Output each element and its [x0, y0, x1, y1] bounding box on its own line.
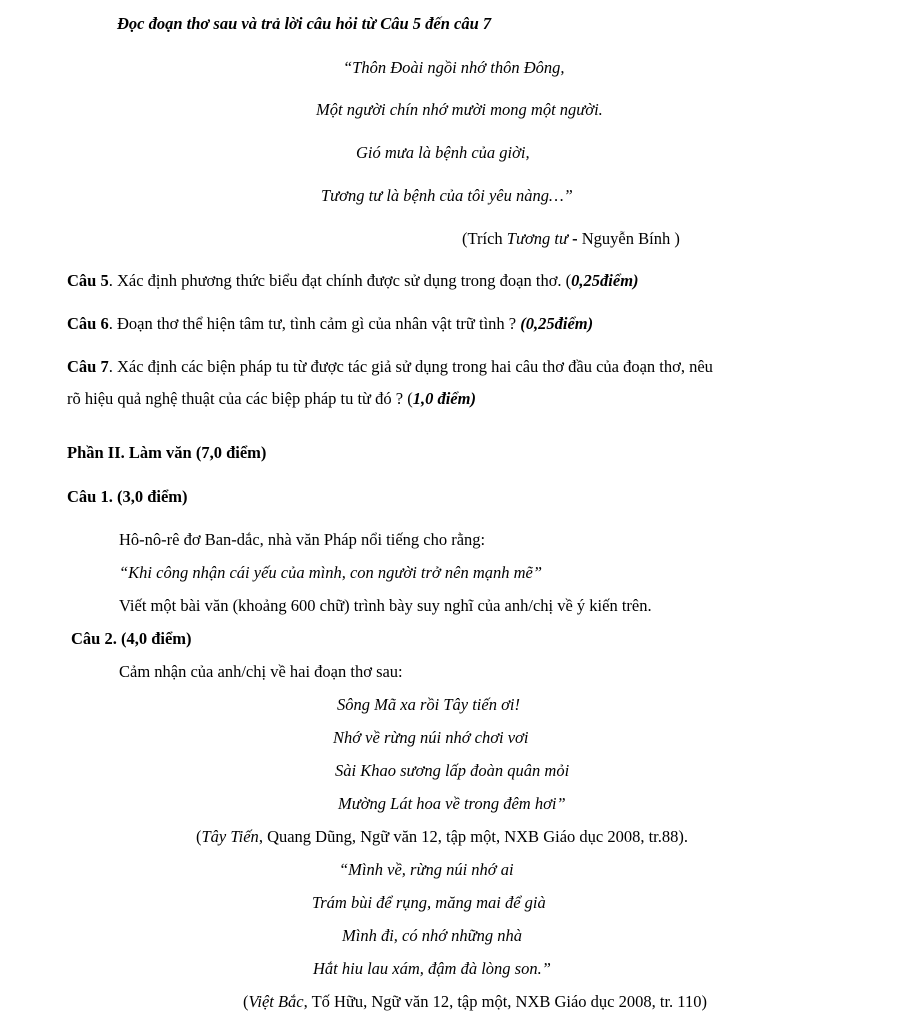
poem1-line-1: “Thôn Đoài ngồi nhớ thôn Đông, — [343, 58, 565, 77]
essay-1-quote: “Khi công nhận cái yếu của mình, con người trở nên mạnh mẽ” — [119, 563, 543, 582]
poem-b-line-1: “Mình về, rừng núi nhớ ai — [339, 860, 514, 879]
poem1-citation: (Trích Tương tư - Nguyễn Bính ) — [462, 229, 680, 248]
poem-b-line-2: Trám bùi để rụng, măng mai để già — [312, 893, 546, 912]
poem-a-line-2: Nhớ về rừng núi nhớ chơi vơi — [333, 728, 529, 747]
essay-1-line-3: Viết một bài văn (khoảng 600 chữ) trình bày suy nghĩ của anh/chị về ý kiến trên. — [119, 596, 652, 615]
poem-a-line-1: Sông Mã xa rồi Tây tiến ơi! — [337, 695, 520, 714]
question-7-line-2: rõ hiệu quả nghệ thuật của các biệp pháp tu từ đó ? (1,0 điểm) — [67, 389, 476, 408]
essay-1-title: Câu 1. (3,0 điểm) — [67, 487, 188, 506]
poem-a-citation: (Tây Tiến, Quang Dũng, Ngữ văn 12, tập một, NXB Giáo dục 2008, tr.88). — [196, 827, 688, 846]
poem-b-citation: (Việt Bắc, Tố Hữu, Ngữ văn 12, tập một, NXB Giáo dục 2008, tr. 110) — [243, 992, 707, 1011]
poem-a-line-3: Sài Khao sương lấp đoàn quân mỏi — [335, 761, 570, 780]
poem1-line-4: Tương tư là bệnh của tôi yêu nàng…” — [321, 186, 573, 205]
poem-b-line-4: Hắt hiu lau xám, đậm đà lòng son.” — [313, 959, 551, 978]
question-7-line-1: Câu 7. Xác định các biện pháp tu từ được tác giả sử dụng trong hai câu thơ đầu của đoạn thơ, nêu — [67, 357, 713, 376]
poem1-line-2: Một người chín nhớ mười mong một người. — [316, 100, 603, 119]
essay-2-title: Câu 2. (4,0 điểm) — [71, 629, 192, 648]
reading-instruction: Đọc đoạn thơ sau và trả lời câu hỏi từ Câu 5 đến câu 7 — [117, 14, 492, 33]
poem-b-work-title: Việt Bắc — [248, 992, 304, 1011]
poem-a-work-title: Tây Tiến — [201, 827, 259, 846]
question-6: Câu 6. Đoạn thơ thể hiện tâm tư, tình cảm gì của nhân vật trữ tình ? (0,25điểm) — [67, 314, 594, 333]
essay-1-line-1: Hô-nô-rê đơ Ban-dắc, nhà văn Pháp nổi tiếng cho rằng: — [119, 530, 486, 549]
poem1-line-3: Gió mưa là bệnh của giời, — [356, 143, 530, 162]
question-5: Câu 5. Xác định phương thức biểu đạt chính được sử dụng trong đoạn thơ. (0,25điểm) — [67, 271, 639, 290]
essay-2-prompt: Cảm nhận của anh/chị về hai đoạn thơ sau: — [119, 662, 403, 681]
poem-a-line-4: Mường Lát hoa về trong đêm hơi” — [338, 794, 566, 813]
poem-b-line-3: Mình đi, có nhớ những nhà — [342, 926, 523, 945]
part-2-heading: Phần II. Làm văn (7,0 điểm) — [67, 443, 267, 462]
poem1-work-title: Tương tư — [506, 229, 568, 248]
